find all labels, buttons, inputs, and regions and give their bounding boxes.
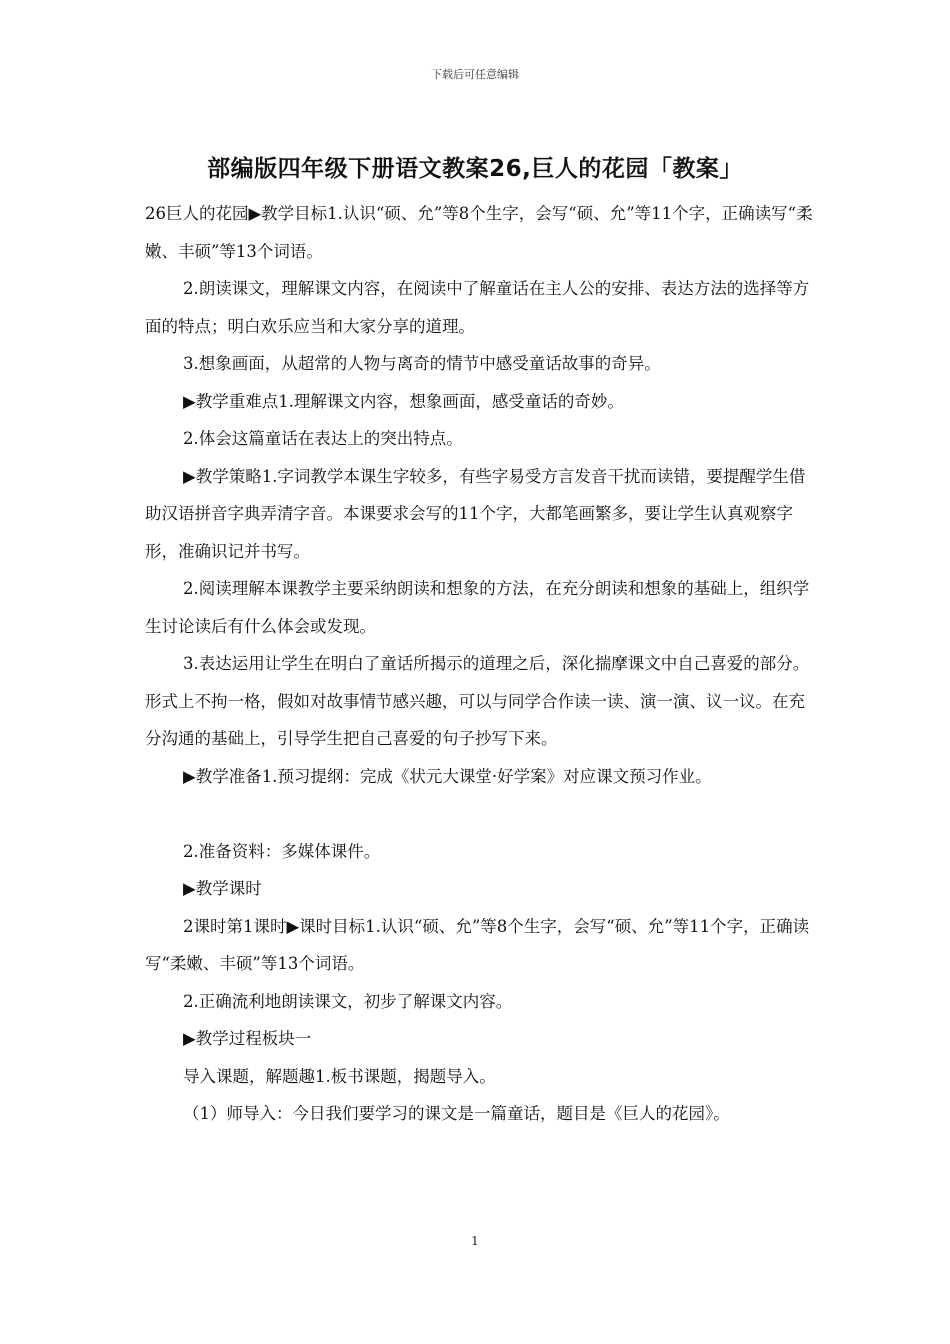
paragraph-lesson-1-goal-2: 2.正确流利地朗读课文，初步了解课文内容。 [183, 991, 513, 1011]
paragraph-teacher-intro: （1）师导入：今日我们要学习的课文是一篇童话，题目是《巨人的花园》。 [183, 1104, 730, 1123]
paragraph-preparation-2: 2.准备资料：多媒体课件。 [183, 841, 381, 861]
document-body [145, 195, 815, 1133]
paragraph-key-point-2: 2.体会这篇童话在表达上的突出特点。 [183, 429, 463, 448]
paragraph-strategy-3: 3.表达运用让学生在明白了童话所揭示的道理之后，深化揣摩课文中自己喜爱的部分。形式上不拘一格，假如对故事情节感兴趣，可以与同学合作读一读、演一演、议一议。在充分沟通的基础上，引导学生把自己喜爱的句子抄写下来。 [145, 654, 810, 748]
paragraph-key-points: ▶教学重难点1.理解课文内容，想象画面，感受童话的奇妙。 [183, 391, 624, 411]
paragraph-lesson-1-goals: 2课时第1课时▶课时目标1.认识“硕、允”等8个生字，会写“硕、允”等11个字，正确读写“柔嫩、丰硕”等13个词语。 [145, 916, 810, 973]
paragraph-strategy: ▶教学策略1.字词教学本课生字较多，有些字易受方言发音干扰而读错，要提醒学生借助汉语拼音字典弄清字音。本课要求会写的11个字，大都笔画繁多，要让学生认真观察字形，准确识记并书写。 [145, 466, 806, 561]
paragraph-strategy-2: 2.阅读理解本课教学主要采纳朗读和想象的方法，在充分朗读和想象的基础上，组织学生讨论读后有什么体会或发现。 [145, 579, 810, 636]
paragraph-teaching-goals: 26巨人的花园▶教学目标1.认识“硕、允”等8个生字，会写“硕、允”等11个字，正确读写“柔嫩、丰硕”等13个词语。 [145, 204, 813, 261]
paragraph-class-hours: ▶教学课时 [183, 879, 262, 898]
paragraph-teaching-process: ▶教学过程板块一 [183, 1029, 312, 1048]
page-number: 1 [471, 1234, 479, 1248]
paragraph-preparation: ▶教学准备1.预习提纲：完成《状元大课堂·好学案》对应课文预习作业。 [183, 766, 712, 786]
paragraph-goal-2: 2.朗读课文，理解课文内容，在阅读中了解童话在主人公的安排、表达方法的选择等方面的特点；明白欢乐应当和大家分享的道理。 [145, 279, 810, 336]
page-header-note: 下载后可任意编辑 [431, 68, 519, 81]
document-title: 部编版四年级下册语文教案26,巨人的花园「教案」 [207, 156, 743, 182]
paragraph-introduction: 导入课题，解题趣1.板书课题，揭题导入。 [183, 1066, 496, 1086]
paragraph-goal-3: 3.想象画面，从超常的人物与离奇的情节中感受童话故事的奇异。 [183, 354, 661, 373]
